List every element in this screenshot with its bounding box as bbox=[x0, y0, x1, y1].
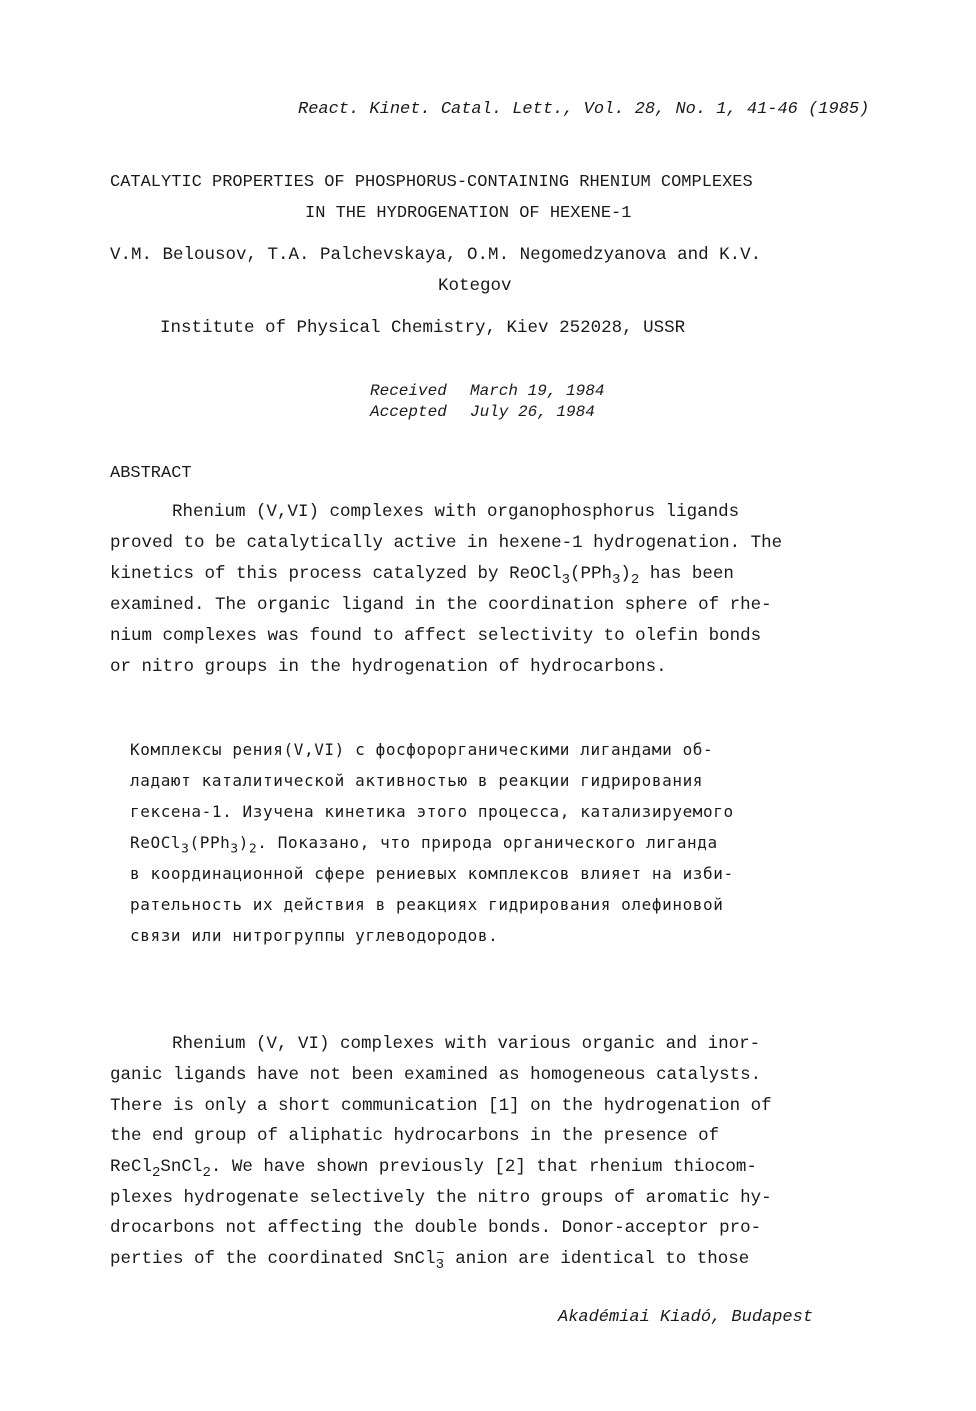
body-line: the end group of aliphatic hydrocarbons in the presence of bbox=[110, 1126, 720, 1146]
abstract-en-line: or nitro groups in the hydrogenation of hydrocarbons. bbox=[110, 657, 667, 677]
abstract-en-line: proved to be catalytically active in hexene-1 hydrogenation. The bbox=[110, 533, 783, 553]
abstract-en-line: kinetics of this process catalyzed by $ReOCl_3(PPh_3)_2$ has been bbox=[110, 564, 734, 588]
accepted-label: Accepted bbox=[370, 403, 447, 421]
title-line-1: CATALYTIC PROPERTIES OF PHOSPHORUS-CONTAINING RHENIUM COMPLEXES bbox=[110, 173, 753, 192]
accepted-date: July 26, 1984 bbox=[470, 403, 595, 421]
body-line: drocarbons not affecting the double bonds. Donor-acceptor pro- bbox=[110, 1218, 762, 1238]
abstract-ru-line: гексена-1. Изучена кинетика этого процесса, катализируемого bbox=[130, 802, 734, 821]
citation: React. Kinet. Catal. Lett., Vol. 28, No. 1, 41-46 (1985) bbox=[298, 100, 870, 119]
authors-line-2: Kotegov bbox=[438, 276, 512, 296]
body-line: perties of the coordinated SnCl$_3$− anion are identical to those bbox=[110, 1245, 750, 1273]
abstract-ru-line: в координационной сфере рениевых комплексов влияет на изби- bbox=[130, 864, 734, 883]
body-line: There is only a short communication [1] on the hydrogenation of bbox=[110, 1096, 772, 1116]
body-line: Rhenium (V, VI) complexes with various organic and inor- bbox=[172, 1034, 761, 1054]
abstract-en-line: examined. The organic ligand in the coordination sphere of rhe- bbox=[110, 595, 772, 615]
abstract-heading: ABSTRACT bbox=[110, 464, 192, 483]
abstract-ru-line: ладают каталитической активностью в реакции гидрирования bbox=[130, 771, 704, 790]
affiliation: Institute of Physical Chemistry, Kiev 252028, USSR bbox=[160, 318, 686, 338]
abstract-ru-line: рательность их действия в реакциях гидрирования олефиновой bbox=[130, 895, 724, 914]
received-date: March 19, 1984 bbox=[470, 382, 605, 400]
abstract-en-line: nium complexes was found to affect selectivity to olefin bonds bbox=[110, 626, 762, 646]
publisher: Akadémiai Kiadó, Budapest bbox=[558, 1308, 814, 1327]
body-line: ganic ligands have not been examined as homogeneous catalysts. bbox=[110, 1065, 762, 1085]
body-line: ReCl$_2$SnCl$_2$. We have shown previously [2] that rhenium thiocom- bbox=[110, 1157, 757, 1181]
abstract-ru-line: Комплексы рения(V,VI) с фосфорорганическими лигандами об- bbox=[130, 740, 714, 759]
received-label: Received bbox=[370, 382, 447, 400]
title-line-2: IN THE HYDROGENATION OF HEXENE-1 bbox=[305, 204, 632, 223]
abstract-ru-line: $ReOCl_3(PPh_3)_2$. Показано, что природа органического лиганда bbox=[130, 833, 718, 857]
abstract-ru-line: связи или нитрогруппы углеводородов. bbox=[130, 926, 499, 945]
abstract-en-line: Rhenium (V,VI) complexes with organophosphorus ligands bbox=[172, 502, 740, 522]
authors-line-1: V.M. Belousov, T.A. Palchevskaya, O.M. Negomedzyanova and K.V. bbox=[110, 245, 762, 265]
body-line: plexes hydrogenate selectively the nitro groups of aromatic hy- bbox=[110, 1188, 772, 1208]
